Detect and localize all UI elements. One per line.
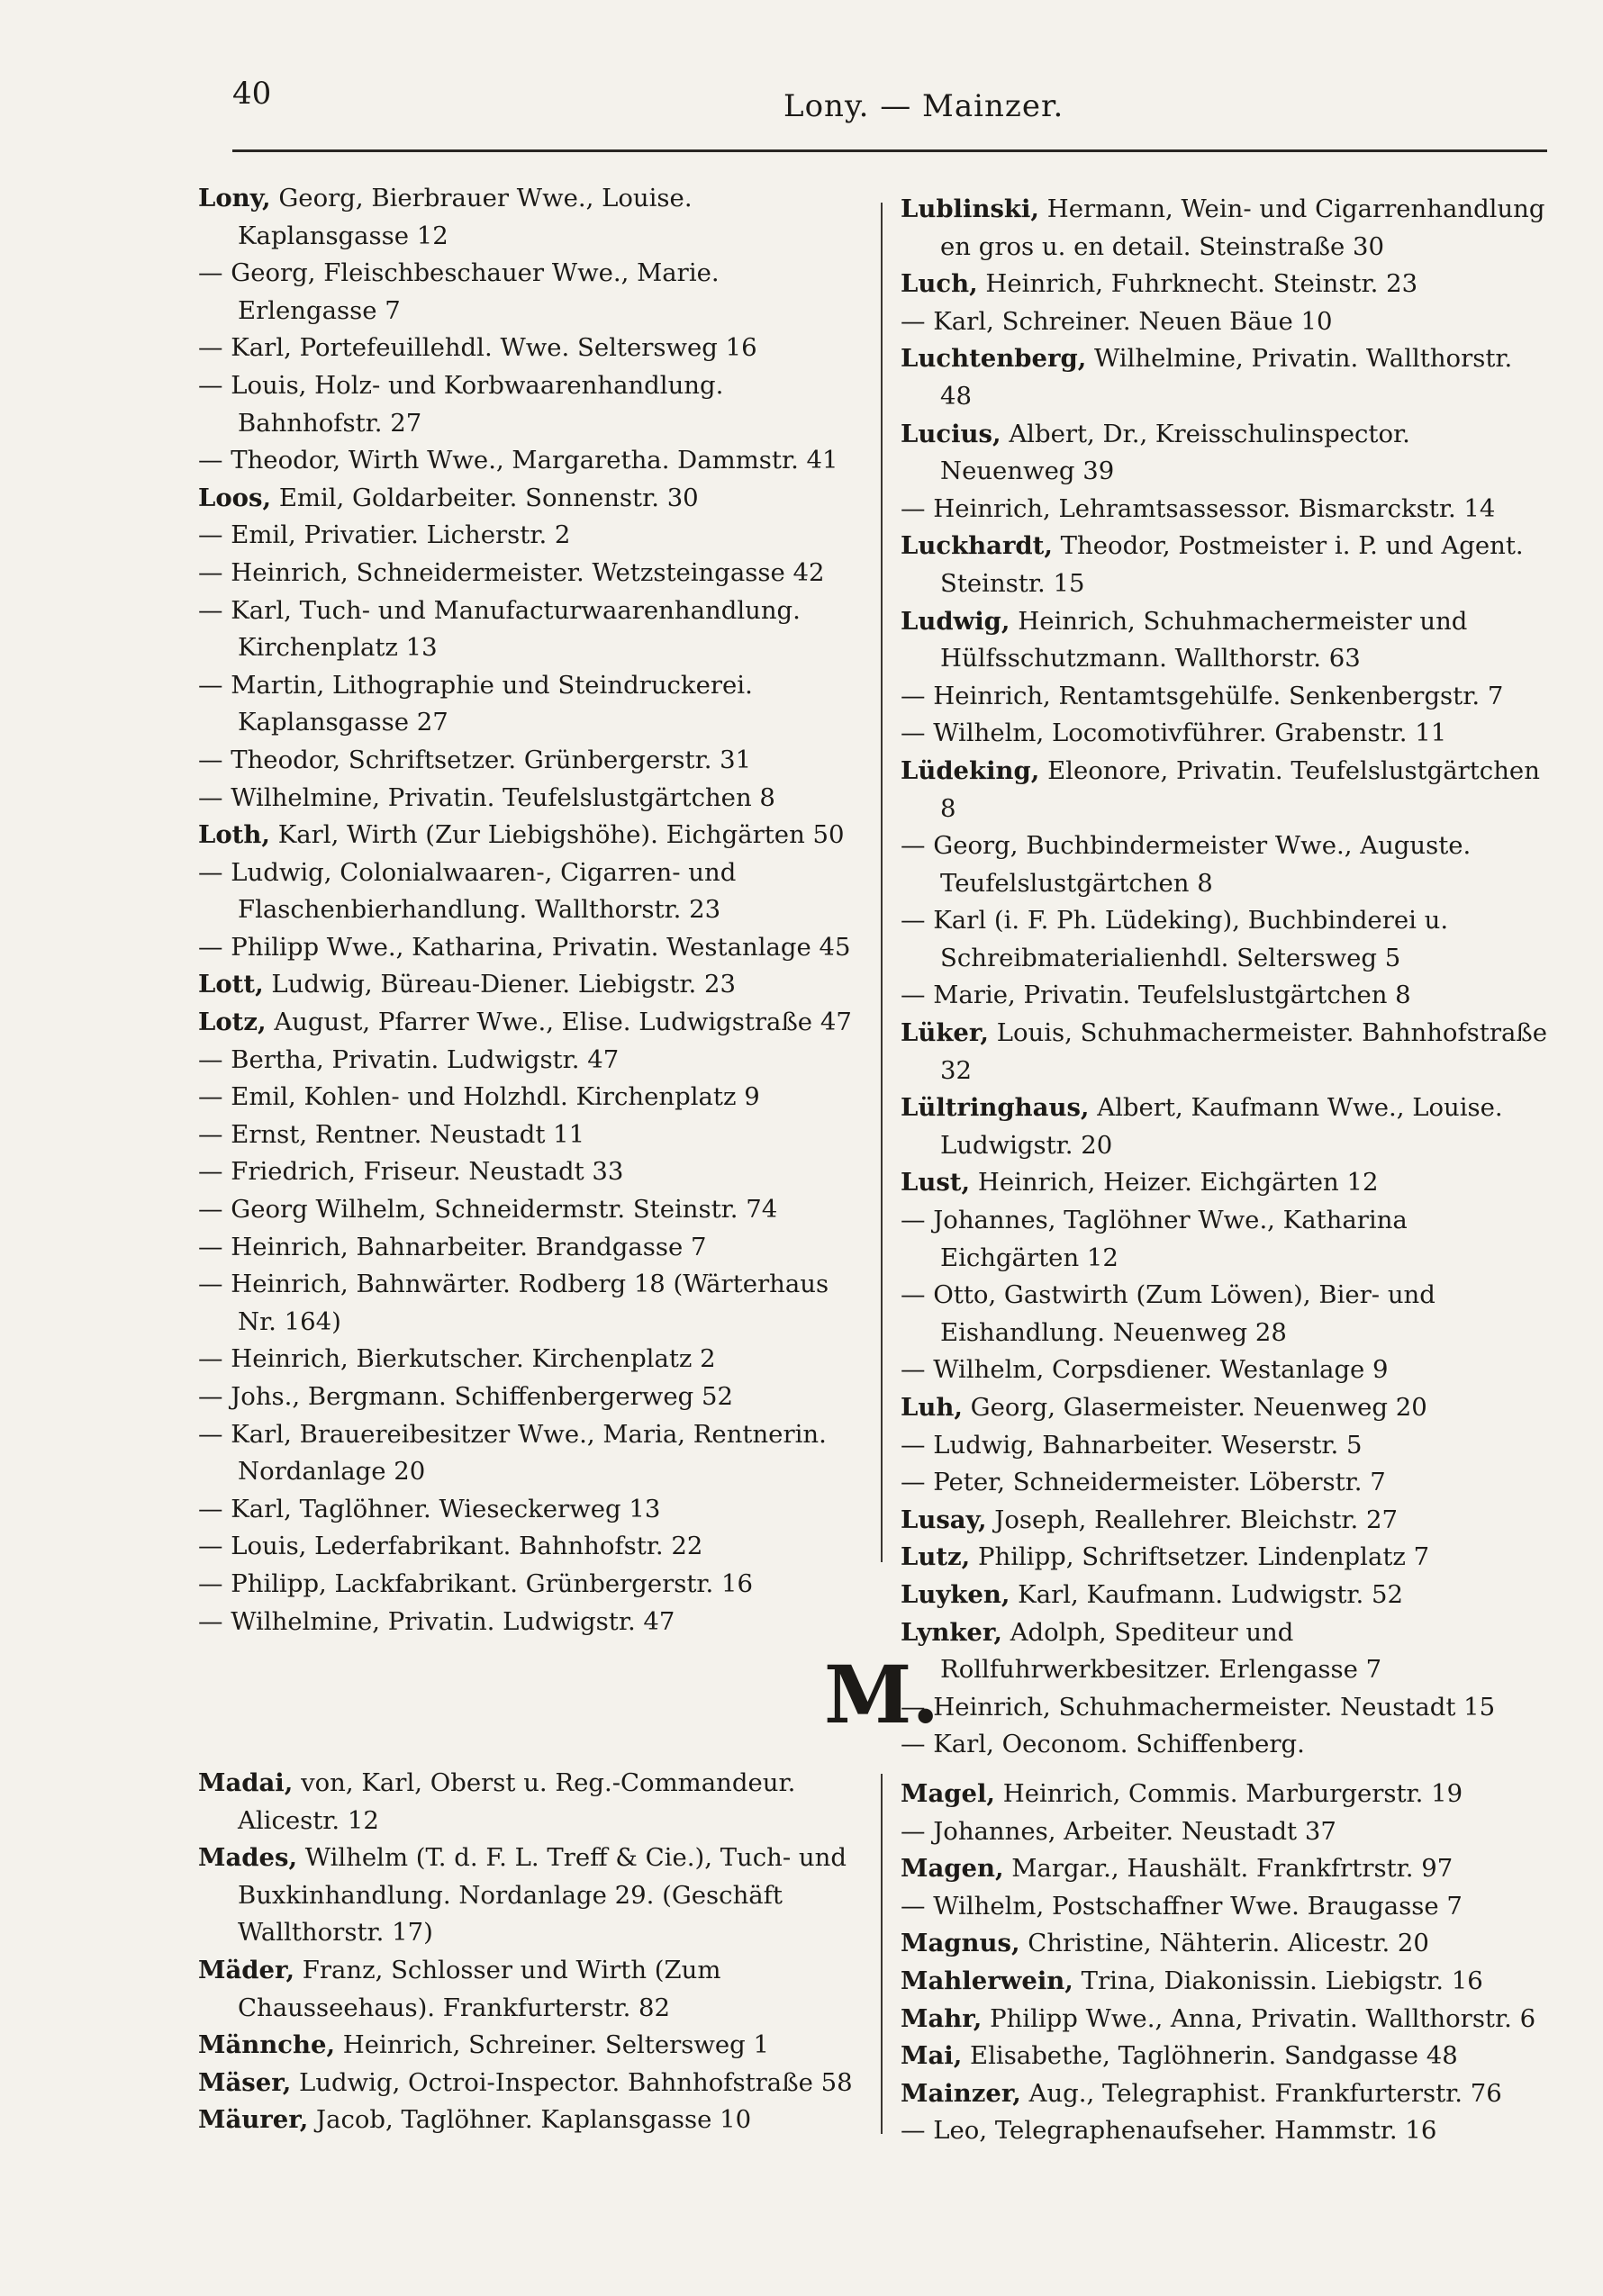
directory-entry bbox=[901, 1427, 1549, 1465]
directory-entry bbox=[901, 340, 1549, 415]
directory-entry bbox=[198, 1341, 865, 1379]
section-letter: M. bbox=[824, 1648, 940, 1741]
directory-entry bbox=[901, 1389, 1549, 1427]
entry-details: Wilhelm (T. d. F. L. Treff & Cie.), Tuch- und Buxkinhandlung. Nordanlage 29. (Geschäft Wallthorstr. 17) bbox=[238, 1843, 847, 1948]
directory-entry bbox=[901, 1850, 1549, 1888]
entry-details: — Karl (i. F. Ph. Lüdeking), Buchbinderei u. Schreibmaterialienhdl. Seltersweg 5 bbox=[901, 906, 1449, 972]
entry-details: — Georg Wilhelm, Schneidermstr. Steinstr. 74 bbox=[198, 1195, 778, 1225]
entry-surname: Luchtenberg, bbox=[901, 344, 1087, 374]
entry-surname: Magel, bbox=[901, 1779, 996, 1808]
entry-surname: Mahr, bbox=[901, 2003, 983, 2033]
entry-details: — Johannes, Taglöhner Wwe., Katharina Eichgärten 12 bbox=[901, 1206, 1408, 1272]
entry-details: Heinrich, Heizer. Eichgärten 12 bbox=[970, 1168, 1379, 1198]
entry-details: — Karl, Taglöhner. Wieseckerweg 13 bbox=[198, 1494, 661, 1523]
directory-entry bbox=[901, 1351, 1549, 1389]
entry-details: Trina, Diakonissin. Liebigstr. 16 bbox=[1073, 1966, 1483, 1995]
directory-entry bbox=[901, 1813, 1549, 1851]
directory-entry bbox=[901, 1689, 1549, 1727]
entry-details: — Theodor, Schriftsetzer. Grünbergerstr. 31 bbox=[198, 745, 752, 774]
directory-entry bbox=[198, 1191, 865, 1229]
directory-entry bbox=[901, 977, 1549, 1015]
entry-details: — Heinrich, Lehramtsassessor. Bismarckstr. 14 bbox=[901, 493, 1496, 523]
directory-entry bbox=[901, 753, 1549, 827]
entry-surname: Luyken, bbox=[901, 1579, 1010, 1609]
entry-details: Adolph, Spediteur und Rollfuhrwerkbesitzer. Erlengasse 7 bbox=[940, 1617, 1382, 1685]
entry-details: — Philipp Wwe., Katharina, Privatin. Westanlage 45 bbox=[198, 932, 851, 962]
directory-entry bbox=[901, 2038, 1549, 2075]
entry-details: — Heinrich, Bierkutscher. Kirchenplatz 2 bbox=[198, 1344, 716, 1374]
directory-entry bbox=[901, 678, 1549, 716]
entry-surname: Luch, bbox=[901, 269, 978, 299]
entry-details: Joseph, Reallehrer. Bleichstr. 27 bbox=[986, 1505, 1398, 1534]
entry-details: — Louis, Lederfabrikant. Bahnhofstr. 22 bbox=[198, 1532, 703, 1561]
directory-entry bbox=[901, 827, 1549, 902]
entry-surname: Lotz, bbox=[198, 1008, 267, 1037]
directory-entry bbox=[198, 1491, 865, 1529]
directory-entry bbox=[901, 303, 1549, 341]
entry-details: — Wilhelmine, Privatin. Ludwigstr. 47 bbox=[198, 1606, 675, 1636]
entry-details: — Johannes, Arbeiter. Neustadt 37 bbox=[901, 1816, 1336, 1846]
entry-surname: Männche, bbox=[198, 2030, 336, 2060]
directory-entry bbox=[901, 603, 1549, 678]
directory-entry bbox=[198, 330, 865, 367]
directory-entry bbox=[198, 442, 865, 480]
directory-entry bbox=[198, 2027, 865, 2065]
entry-surname: Ludwig, bbox=[901, 606, 1010, 636]
directory-entry bbox=[901, 1277, 1549, 1351]
entry-surname: Lüdeking, bbox=[901, 755, 1040, 785]
entry-details: Margar., Haushält. Frankfrtrstr. 97 bbox=[1003, 1854, 1454, 1884]
entry-details: — Heinrich, Schneidermeister. Wetzsteingasse 42 bbox=[198, 557, 825, 587]
directory-entry bbox=[198, 1266, 865, 1341]
entry-details: — Heinrich, Schuhmachermeister. Neustadt 15 bbox=[901, 1692, 1496, 1722]
entry-surname: Lültringhaus, bbox=[901, 1093, 1090, 1123]
directory-entry bbox=[901, 2001, 1549, 2038]
entry-details: Eleonore, Privatin. Teufelslustgärtchen 8 bbox=[940, 755, 1540, 823]
entry-details: Christine, Nähterin. Alicestr. 20 bbox=[1019, 1929, 1429, 1958]
directory-entry bbox=[198, 1840, 865, 1952]
directory-entry bbox=[901, 266, 1549, 303]
directory-entry bbox=[198, 1153, 865, 1191]
entry-details: Albert, Kaufmann Wwe., Louise. Ludwigstr. 20 bbox=[940, 1093, 1503, 1160]
entry-surname: Mäder, bbox=[198, 1955, 295, 1984]
page-number: 40 bbox=[232, 76, 272, 112]
entry-details: — Martin, Lithographie und Steindruckerei. Kaplansgasse 27 bbox=[198, 670, 753, 737]
directory-entry bbox=[901, 1925, 1549, 1963]
directory-entry bbox=[198, 555, 865, 592]
entry-details: — Karl, Portefeuillehdl. Wwe. Seltersweg 16 bbox=[198, 333, 757, 363]
entry-details: Karl, Wirth (Zur Liebigshöhe). Eichgärten 50 bbox=[269, 820, 845, 850]
entry-details: Wilhelmine, Privatin. Wallthorstr. 48 bbox=[940, 344, 1513, 411]
entry-surname: Mahlerwein, bbox=[901, 1966, 1073, 1995]
entry-details: — Theodor, Wirth Wwe., Margaretha. Dammstr. 41 bbox=[198, 446, 838, 475]
entry-details: Jacob, Taglöhner. Kaplansgasse 10 bbox=[308, 2105, 752, 2135]
entry-details: — Friedrich, Friseur. Neustadt 33 bbox=[198, 1157, 624, 1187]
directory-entry bbox=[198, 2102, 865, 2139]
directory-entry bbox=[198, 929, 865, 967]
entry-details: — Heinrich, Rentamtsgehülfe. Senkenbergstr. 7 bbox=[901, 681, 1504, 710]
entry-surname: Lublinski, bbox=[901, 194, 1040, 223]
entry-surname: Lutz, bbox=[901, 1542, 971, 1572]
entry-details: — Leo, Telegraphenaufseher. Hammstr. 16 bbox=[901, 2116, 1437, 2146]
entry-surname: Lüker, bbox=[901, 1018, 989, 1048]
entry-surname: Lott, bbox=[198, 970, 264, 999]
entry-details: — Karl, Oeconom. Schiffenberg. bbox=[901, 1730, 1305, 1759]
entry-details: — Marie, Privatin. Teufelslustgärtchen 8 bbox=[901, 981, 1411, 1010]
directory-entry bbox=[901, 1089, 1549, 1164]
entry-details: Ludwig, Büreau-Diener. Liebigstr. 23 bbox=[263, 970, 736, 999]
directory-entry bbox=[198, 817, 865, 854]
directory-entry bbox=[198, 517, 865, 555]
entry-surname: Mäser, bbox=[198, 2067, 292, 2097]
directory-entry bbox=[198, 1528, 865, 1566]
directory-entry bbox=[198, 2065, 865, 2102]
entry-details: Philipp, Schriftsetzer. Lindenplatz 7 bbox=[970, 1542, 1430, 1572]
entry-surname: Loth, bbox=[198, 820, 270, 850]
entry-details: — Ernst, Rentner. Neustadt 11 bbox=[198, 1119, 585, 1149]
entry-surname: Loos, bbox=[198, 483, 272, 512]
entry-details: Heinrich, Schuhmachermeister und Hülfsschutzmann. Wallthorstr. 63 bbox=[940, 606, 1468, 673]
entry-details: — Philipp, Lackfabrikant. Grünbergerstr. 16 bbox=[198, 1568, 754, 1598]
directory-entry bbox=[198, 667, 865, 742]
right-column-top bbox=[901, 191, 1549, 1764]
entry-surname: Luckhardt, bbox=[901, 531, 1053, 561]
entry-details: — Ludwig, Colonialwaaren-, Cigarren- und Flaschenbierhandlung. Wallthorstr. 23 bbox=[198, 857, 737, 925]
entry-details: — Ludwig, Bahnarbeiter. Weserstr. 5 bbox=[901, 1430, 1363, 1460]
entry-surname: Lony, bbox=[198, 184, 271, 212]
entry-details: Karl, Kaufmann. Ludwigstr. 52 bbox=[1010, 1579, 1404, 1609]
entry-surname: Mai, bbox=[901, 2041, 963, 2071]
directory-entry bbox=[198, 1604, 865, 1641]
directory-entry bbox=[198, 966, 865, 1004]
entry-details: Georg, Bierbrauer Wwe., Louise. Kaplansgasse 12 bbox=[238, 184, 693, 250]
entry-details: Philipp Wwe., Anna, Privatin. Wallthorstr. 6 bbox=[982, 2003, 1536, 2033]
entry-details: — Karl, Brauereibesitzer Wwe., Maria, Rentnerin. Nordanlage 20 bbox=[198, 1419, 827, 1487]
directory-entry bbox=[901, 1502, 1549, 1540]
entry-details: — Karl, Tuch- und Manufacturwaarenhandlung. Kirchenplatz 13 bbox=[198, 595, 801, 663]
entry-surname: Madai, bbox=[198, 1768, 294, 1797]
directory-entry bbox=[901, 1015, 1549, 1089]
entry-details: von, Karl, Oberst u. Reg.-Commandeur. Alicestr. 12 bbox=[238, 1768, 796, 1835]
entry-details: Franz, Schlosser und Wirth (Zum Chausseehaus). Frankfurterstr. 82 bbox=[238, 1955, 721, 2022]
right-column-bottom bbox=[901, 1776, 1549, 2150]
directory-entry bbox=[198, 742, 865, 780]
directory-entry bbox=[198, 367, 865, 442]
entry-details: Louis, Schuhmachermeister. Bahnhofstraße 32 bbox=[940, 1018, 1548, 1085]
entry-details: — Peter, Schneidermeister. Löberstr. 7 bbox=[901, 1468, 1386, 1497]
entry-details: August, Pfarrer Wwe., Elise. Ludwigstraße 47 bbox=[266, 1008, 852, 1037]
directory-entry bbox=[901, 2075, 1549, 2113]
entry-details: Georg, Glasermeister. Neuenweg 20 bbox=[962, 1393, 1427, 1422]
entry-surname: Lusay, bbox=[901, 1505, 987, 1534]
directory-entry bbox=[901, 1202, 1549, 1277]
directory-entry bbox=[901, 1776, 1549, 1813]
directory-entry bbox=[901, 1164, 1549, 1202]
entry-details: — Wilhelmine, Privatin. Teufelslustgärtchen 8 bbox=[198, 782, 775, 812]
directory-entry bbox=[901, 902, 1549, 977]
directory-entry bbox=[901, 528, 1549, 602]
entry-surname: Lucius, bbox=[901, 419, 1001, 448]
directory-entry bbox=[198, 780, 865, 818]
entry-details: Aug., Telegraphist. Frankfurterstr. 76 bbox=[1020, 2078, 1502, 2108]
directory-entry bbox=[901, 1614, 1549, 1689]
directory-entry bbox=[198, 1079, 865, 1116]
entry-details: Albert, Dr., Kreisschulinspector. Neuenweg 39 bbox=[940, 419, 1410, 486]
directory-entry bbox=[198, 180, 865, 255]
directory-entry bbox=[198, 480, 865, 518]
directory-entry bbox=[901, 2112, 1549, 2150]
directory-entry bbox=[901, 1888, 1549, 1926]
entry-surname: Lust, bbox=[901, 1168, 971, 1198]
entry-details: — Georg, Buchbindermeister Wwe., Auguste. Teufelslustgärtchen 8 bbox=[901, 831, 1472, 898]
entry-surname: Mäurer, bbox=[198, 2105, 309, 2135]
entry-details: — Louis, Holz- und Korbwaarenhandlung. Bahnhofstr. 27 bbox=[198, 370, 724, 438]
directory-entry bbox=[901, 1577, 1549, 1614]
entry-surname: Mainzer, bbox=[901, 2078, 1021, 2108]
entry-details: — Otto, Gastwirth (Zum Löwen), Bier- und Eishandlung. Neuenweg 28 bbox=[901, 1280, 1435, 1347]
directory-entry bbox=[901, 416, 1549, 491]
directory-entry bbox=[901, 191, 1549, 266]
directory-entry bbox=[901, 491, 1549, 529]
directory-entry bbox=[198, 1379, 865, 1416]
entry-details: — Georg, Fleischbeschauer Wwe., Marie. Erlengasse 7 bbox=[198, 258, 720, 325]
left-column-bottom bbox=[198, 1765, 865, 2139]
column-divider-top bbox=[881, 203, 883, 1562]
entry-details: — Emil, Kohlen- und Holzhdl. Kirchenplatz 9 bbox=[198, 1082, 760, 1112]
entry-details: — Bertha, Privatin. Ludwigstr. 47 bbox=[198, 1044, 620, 1074]
directory-entry bbox=[198, 255, 865, 330]
directory-entry bbox=[901, 1963, 1549, 2001]
directory-entry bbox=[198, 1765, 865, 1840]
directory-entry bbox=[901, 1464, 1549, 1502]
entry-details: — Emil, Privatier. Licherstr. 2 bbox=[198, 520, 571, 550]
directory-entry bbox=[901, 715, 1549, 753]
column-divider-bottom bbox=[881, 1774, 883, 2134]
header-rule bbox=[232, 149, 1547, 152]
directory-entry bbox=[901, 1539, 1549, 1577]
entry-details: Hermann, Wein- und Cigarrenhandlung en gros u. en detail. Steinstraße 30 bbox=[940, 194, 1545, 261]
directory-entry bbox=[198, 1416, 865, 1491]
entry-surname: Mades, bbox=[198, 1843, 298, 1873]
entry-details: Elisabethe, Taglöhnerin. Sandgasse 48 bbox=[962, 2041, 1458, 2071]
directory-entry bbox=[901, 1726, 1549, 1764]
directory-entry bbox=[198, 1116, 865, 1154]
entry-details: Emil, Goldarbeiter. Sonnenstr. 30 bbox=[271, 483, 699, 512]
directory-entry bbox=[198, 1229, 865, 1267]
entry-surname: Luh, bbox=[901, 1393, 963, 1422]
directory-entry bbox=[198, 1042, 865, 1080]
directory-entry bbox=[198, 1952, 865, 2027]
entry-surname: Magen, bbox=[901, 1854, 1004, 1884]
page-title: Lony. — Mainzer. bbox=[783, 88, 1064, 124]
entry-details: Heinrich, Commis. Marburgerstr. 19 bbox=[995, 1779, 1463, 1808]
directory-entry bbox=[198, 1566, 865, 1604]
entry-details: — Heinrich, Bahnwärter. Rodberg 18 (Wärterhaus Nr. 164) bbox=[198, 1270, 829, 1336]
entry-details: Heinrich, Fuhrknecht. Steinstr. 23 bbox=[977, 269, 1418, 299]
directory-entry bbox=[198, 592, 865, 667]
entry-details: Heinrich, Schreiner. Seltersweg 1 bbox=[335, 2030, 770, 2060]
entry-details: — Wilhelm, Corpsdiener. Westanlage 9 bbox=[901, 1355, 1389, 1385]
entry-details: — Wilhelm, Locomotivführer. Grabenstr. 11 bbox=[901, 719, 1447, 748]
entry-surname: Lynker, bbox=[901, 1617, 1002, 1647]
entry-details: — Heinrich, Bahnarbeiter. Brandgasse 7 bbox=[198, 1232, 707, 1261]
left-column-top bbox=[198, 180, 865, 1641]
directory-entry bbox=[198, 854, 865, 929]
entry-surname: Magnus, bbox=[901, 1929, 1020, 1958]
entry-details: Ludwig, Octroi-Inspector. Bahnhofstraße 58 bbox=[291, 2067, 853, 2097]
directory-entry bbox=[198, 1004, 865, 1042]
entry-details: Theodor, Postmeister i. P. und Agent. Steinstr. 15 bbox=[940, 531, 1524, 598]
entry-details: — Karl, Schreiner. Neuen Bäue 10 bbox=[901, 306, 1333, 336]
entry-details: — Johs., Bergmann. Schiffenbergerweg 52 bbox=[198, 1382, 733, 1411]
entry-details: — Wilhelm, Postschaffner Wwe. Braugasse 7 bbox=[901, 1891, 1463, 1921]
